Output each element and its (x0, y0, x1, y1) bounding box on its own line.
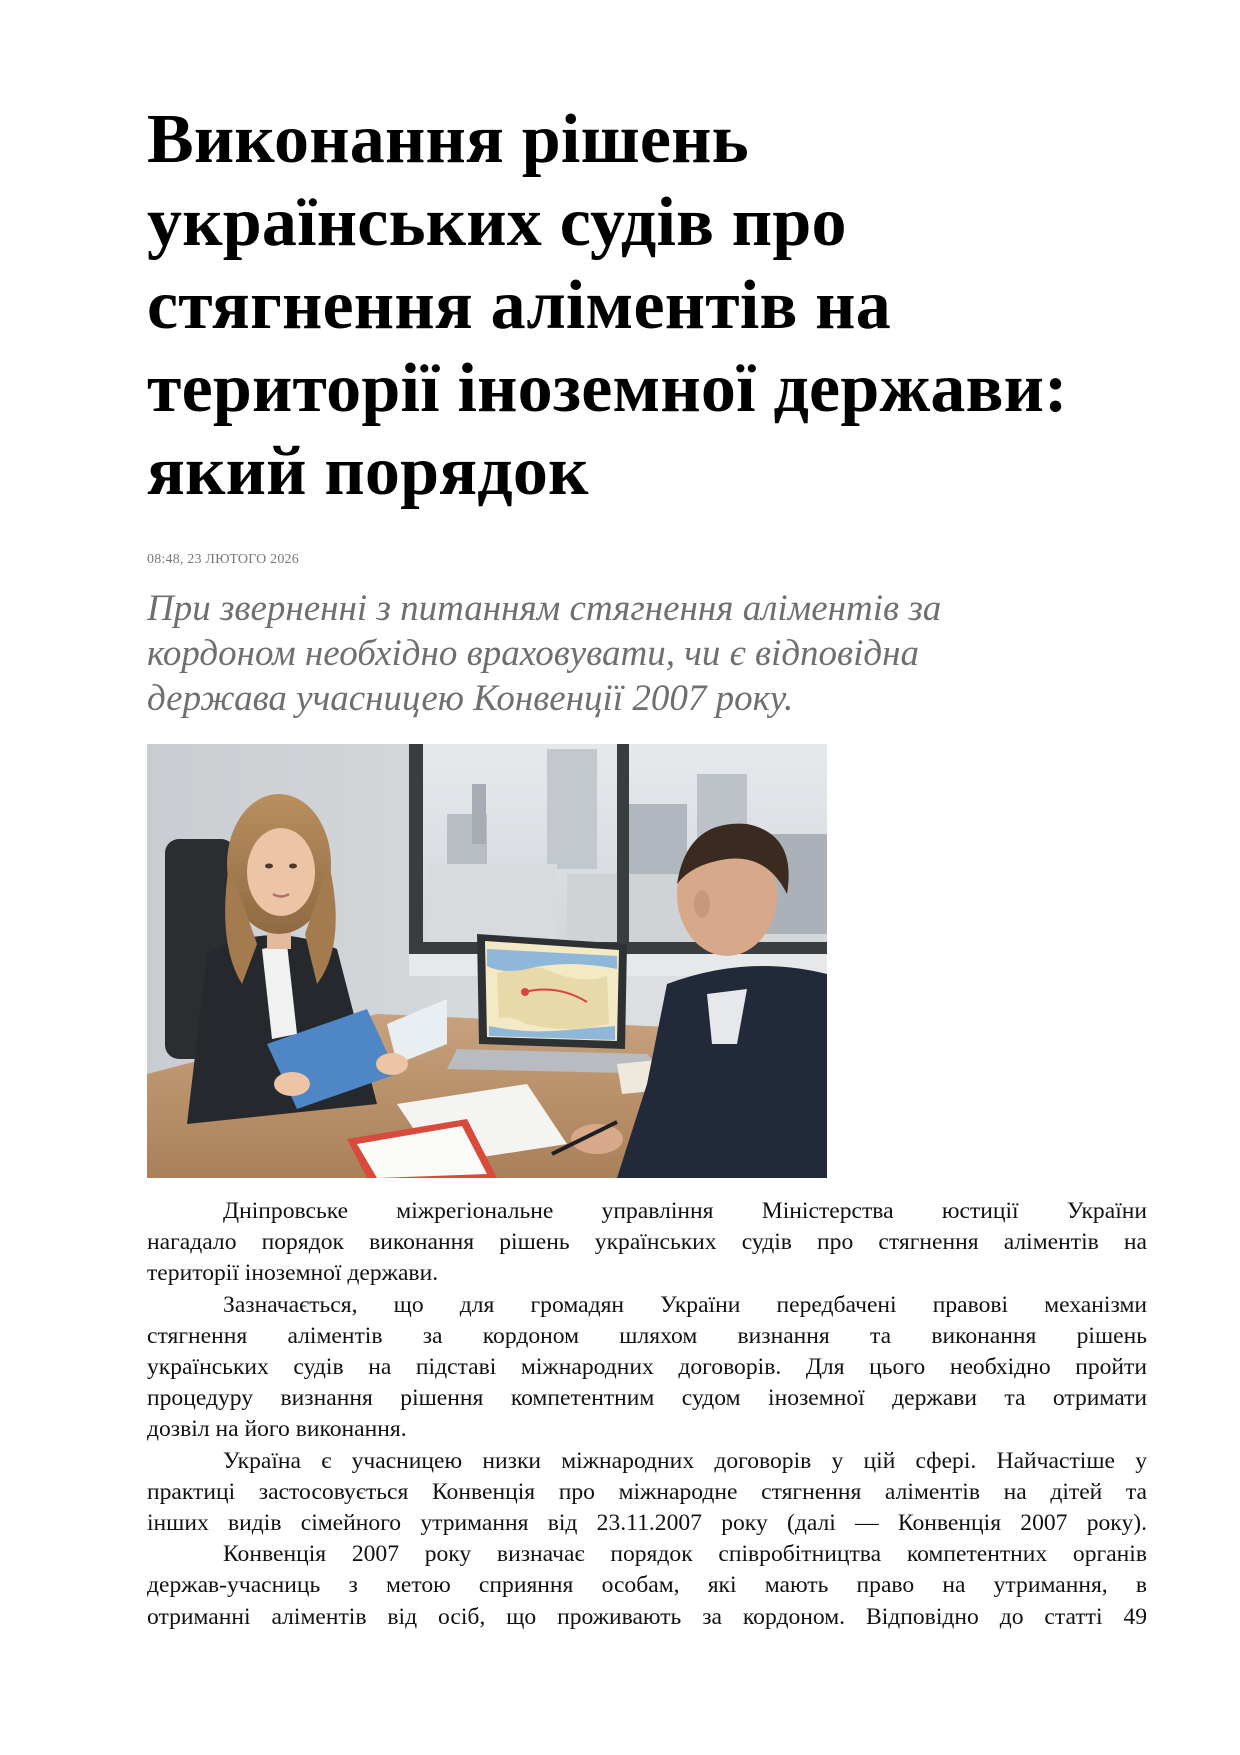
title-line: території іноземної держави: (147, 350, 1068, 427)
body-line: отриманні аліментів від осіб, що проживають за кордоном. Відповідно до статті 49 (147, 1603, 1147, 1630)
title-line: який порядок (147, 433, 589, 510)
body-line: процедуру визнання рішення компетентним судом іноземної держави та отримати (147, 1385, 1147, 1412)
body-line: Україна є учасницею низки міжнародних договорів у цій сфері. Найчастіше у (223, 1447, 1147, 1474)
body-line: Дніпровське міжрегіональне управління Міністерства юстиції України (223, 1198, 1147, 1224)
body-line: дозвіл на його виконання. (147, 1416, 407, 1443)
body-line: держав-учасниць з метою сприяння особам, які мають право на утримання, в (147, 1572, 1147, 1599)
body-line: Конвенція 2007 року визначає порядок співробітництва компетентних органів (223, 1541, 1147, 1568)
article-title (147, 98, 1147, 513)
title-line: Виконання рішень (147, 101, 749, 178)
title-line: стягнення аліментів на (147, 267, 891, 344)
body-line: українських судів на підставі міжнародних договорів. Для цього необхідно пройти (147, 1354, 1147, 1381)
title-line: українських судів про (147, 184, 847, 261)
lead-line: держава учасницею Конвенції 2007 року. (147, 678, 794, 719)
body-line: практиці застосовується Конвенція про міжнародне стягнення аліментів на дітей та (147, 1478, 1147, 1505)
lead-line: При зверненні з питанням стягнення аліментів за (147, 588, 942, 629)
body-line: Зазначається, що для громадян України передбачені правові механізми (223, 1291, 1147, 1318)
body-line: нагадало порядок виконання рішень українських судів про стягнення аліментів на (147, 1229, 1147, 1256)
article-body (147, 1196, 1147, 1633)
article-lead (147, 586, 1147, 721)
body-line: інших видів сімейного утримання від 23.11.2007 року (далі — Конвенція 2007 року). (147, 1510, 1147, 1537)
body-line: стягнення аліментів за кордоном шляхом визнання та виконання рішень (147, 1322, 1147, 1349)
publish-date: 08:48, 23 ЛЮТОГО 2026 (147, 552, 299, 567)
body-line: території іноземної держави. (147, 1260, 439, 1287)
lead-line: кордоном необхідно враховувати, чи є відповідна (147, 633, 919, 674)
article-photo (147, 744, 827, 1178)
